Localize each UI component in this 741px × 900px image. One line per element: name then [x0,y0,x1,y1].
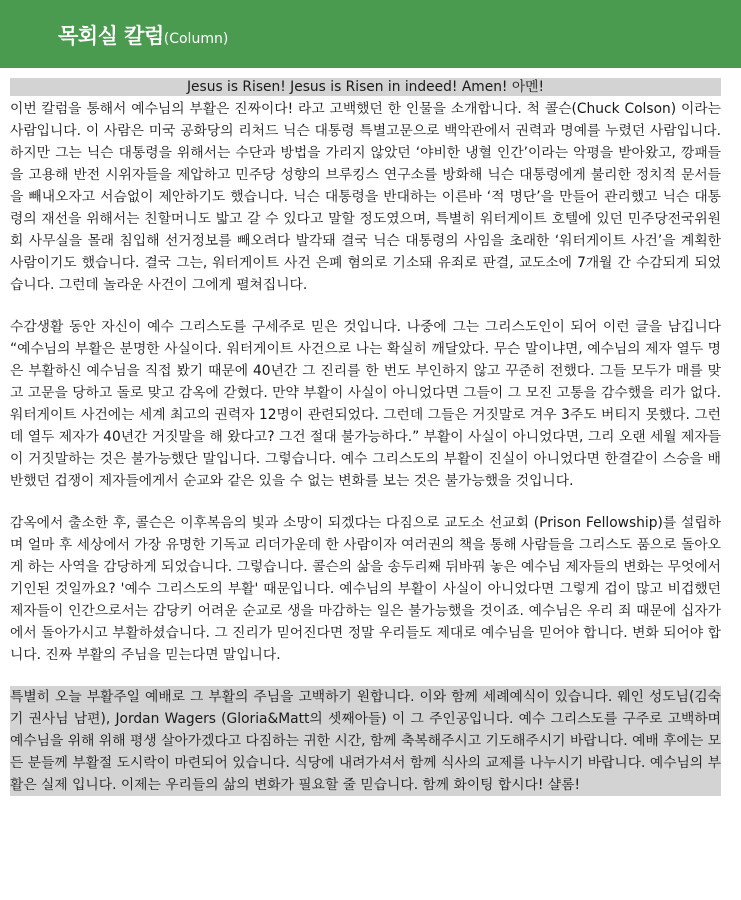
header-subtitle: (Column) [163,31,229,47]
column-body [10,78,721,796]
page-title [58,20,228,50]
paragraph-3: 감옥에서 출소한 후, 콜슨은 이후복음의 빛과 소망이 되겠다는 다짐으로 교도소 선교회 (Prison Fellowship)를 설립하며 얼마 후 세상에서 가장 유명한 기독교 리더가운데 한 사람이자 여러권의 책을 통해 사람들을 그리스도 품으로 돌아오게 하는 사역을 감당하게 되었습니다. 그렇습니다. 콜슨의 삶을 송두리째 뒤바꿔 놓은 예수님 제자들의 변화는 무엇에서 기인된 것일까요? '예수 그리스도의 부활' 때문입니다. 예수님의 부활이 사실이 아니었다면 그렇게 겁이 많고 비겁했던 제자들이 인간으로서는 감당키 어려운 순교로 생을 마감하는 일은 불가능했을 것이죠. 예수님은 우리 죄 때문에 십자가에서 돌아가시고 부활하셨습니다. 그 진리가 믿어진다면 정말 우리들도 제대로 예수님을 믿어야 합니다. 변화 되어야 합니다. 진짜 부활의 주님을 믿는다면 말입니다. [10,515,721,663]
column-header [0,0,741,68]
paragraph-1: 이번 칼럼을 통해서 예수님의 부활은 진짜이다! 라고 고백했던 한 인물을 소개합니다. 척 콜슨(Chuck Colson) 이라는 사람입니다. 이 사람은 미국 공화당의 리처드 닉슨 대통령 특별고문으로 백악관에서 권력과 명예를 누렸던 사람입니다. 하지만 그는 닉슨 대통령을 위해서는 수단과 방법을 가리지 않았던 ‘야비한 냉혈 인간’이라는 악평을 받아왔고, 깡패들을 고용해 반전 시위자들을 제압하고 민주당 성향의 브루킹스 연구소를 방화해 닉슨 대통령에게 불리한 정치적 문서들을 빼내오자고 서슴없이 제안하기도 했습니다. 닉슨 대통령을 반대하는 이른바 ‘적 명단’을 만들어 관리했고 닉슨 대통령의 재선을 위해서는 친할머니도 밟고 갈 수 있다고 말할 정도였으며, 특별히 워터게이트 호텔에 있던 민주당전국위원회 사무실을 몰래 침입해 선거정보를 빼오려다 발각돼 결국 닉슨 대통령의 사임을 초래한 ‘워터게이트 사건’을 계획한 사람이기도 했습니다. 결국 그는, 워터게이트 사건 은폐 혐의로 기소돼 유죄로 판결, 교도소에 7개월 간 수감되게 되었습니다. 그런데 놀라운 사건이 그에게 펼쳐집니다. [10,101,721,293]
header-title-text: 목회실 칼럼 [58,24,164,48]
easter-banner: Jesus is Risen! Jesus is Risen in indeed! Amen! 아멘! [10,78,721,96]
announcement-paragraph: 특별히 오늘 부활주일 예배로 그 부활의 주님을 고백하기 원합니다. 이와 함께 세례예식이 있습니다. 웨인 성도님(김숙기 권사님 남편), Jordan Wagers (Gloria&Matt의 셋째아들) 이 그 주인공입니다. 예수 그리스도를 구주로 고백하며 예수님을 위해 위해 평생 살아가겠다고 다짐하는 귀한 시간, 함께 축복해주시고 기도해주시기 바랍니다. 예배 후에는 모든 분들께 부활절 도시락이 마련되어 있습니다. 식당에 내려가셔서 함께 식사의 교제를 나누시기 바랍니다. 예수님의 부활은 실제 입니다. 이제는 우리들의 삶의 변화가 필요할 줄 믿습니다. 함께 화이팅 합시다! 샬롬! [10,686,721,796]
paragraph-2: 수감생활 동안 자신이 예수 그리스도를 구세주로 믿은 것입니다. 나중에 그는 그리스도인이 되어 이런 글을 남깁니다 “예수님의 부활은 분명한 사실이다. 워터게이트 사건으로 나는 확실히 깨달았다. 무슨 말이냐면, 예수님의 제자 열두 명은 부활하신 예수님을 직접 봤기 때문에 40년간 그 진리를 한 번도 부인하지 않고 꾸준히 전했다. 그들 모두가 매를 맞고 고문을 당하고 돌로 맞고 감옥에 갇혔다. 만약 부활이 사실이 아니었다면 그들이 그 모진 고통을 감수했을 리가 없다. 워터게이트 사건에는 세계 최고의 권력자 12명이 관련되었다. 그런데 그들은 거짓말로 겨우 3주도 버티지 못했다. 그런데 열두 제자가 40년간 거짓말을 해 왔다고? 그건 절대 불가능하다.” 부활이 사실이 아니었다면, 그리 오랜 세월 제자들이 거짓말하는 것은 불가능했단 말입니다. 그렇습니다. 예수 그리스도의 부활이 진실이 아니었다면 한결같이 스승을 배반했던 겁쟁이 제자들에게서 순교와 같은 있을 수 없는 변화를 보는 것은 불가능했을 것입니다. [10,319,721,489]
